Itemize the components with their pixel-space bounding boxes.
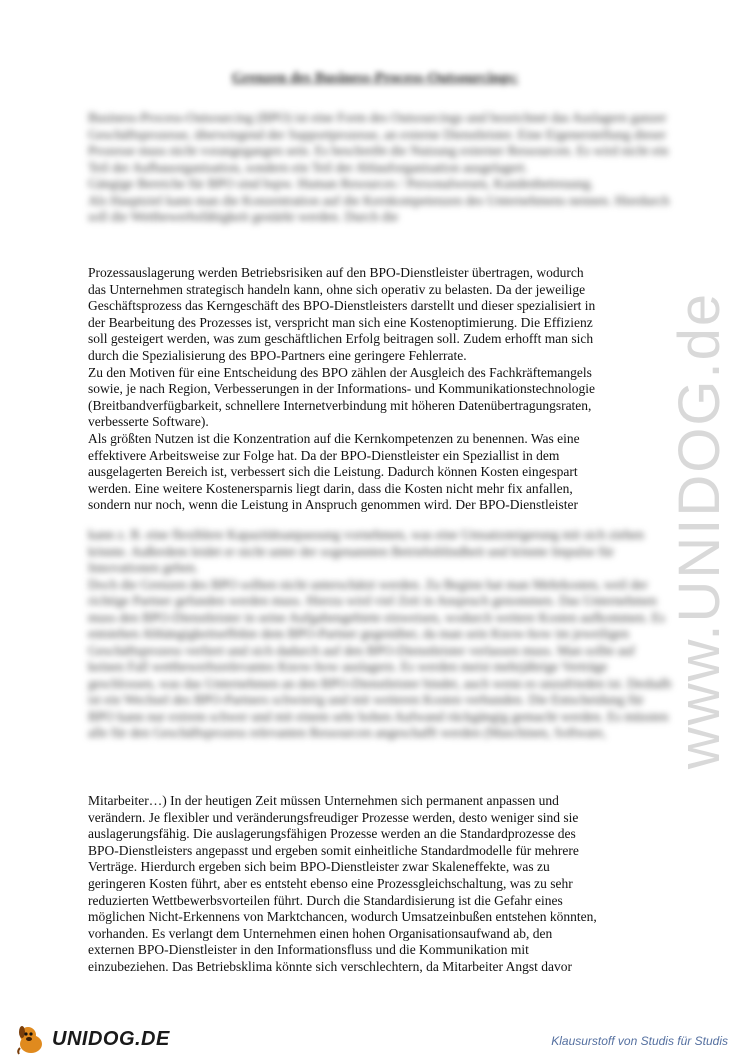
watermark xyxy=(655,291,745,769)
visible-paragraph-1: Prozessauslagerung werden Betriebsrisiken auf den BPO-Dienstleister übertragen, wodurch das Unternehmen strategisch handeln kann, ohne sich operativ zu belasten. Da der jeweilige Geschäftsprozess das Kerngeschäft des BPO-Dienstleisters darstellt und dieser spezialisiert in der Bearbeitung des Prozesses ist, verspricht man sich eine Kostenoptimierung. Die Effizienz soll gesteigert werden, was zum geschäftlichen Erfolg beitragen soll. Zudem erhofft man sich durch die Spezialisierung des BPO-Partners eine geringere Fehlerrate. Zu den Motiven für eine Entscheidung des BPO zählen der Ausgleich des Fachkräftemangels sowie, je nach Region, Verbesserungen in der Informations- und Kommunikationstechnologie (Breitbandverfügbarkeit, schnellere Internetverbindung mit höheren Datenübertragungsraten, verbesserte Software). Als größten Nutzen ist die Konzentration auf die Kernkompetenzen zu benennen. Was eine effektivere Arbeitsweise zur Folge hat. Da der BPO-Dienstleister ein Speziallist in dem ausgelagerten Bereich ist, verbessert sich die Leistung. Dadurch können Kosten eingespart werden. Eine weitere Kostenersparnis liegt darin, dass die Kosten nicht mehr fix anfallen, sondern nur noch, wenn die Leistung in Anspruch genommen wird. Der BPO-Dienstleister xyxy=(88,265,596,513)
watermark-text: www.UNIDOG.de xyxy=(667,291,733,769)
visible-paragraph-2: Mitarbeiter…) In der heutigen Zeit müssen Unternehmen sich permanent anpassen und verändern. Je flexibler und veränderungsfreudiger Prozesse werden, desto weniger sind sie auslagerungsfähig. Die auslagerungsfähigen Prozesse werden an die Standardprozesse des BPO-Dienstleisters angepasst und ergeben somit einheitliche Standardmodelle für mehrere Verträge. Hierdurch ergeben sich beim BPO-Dienstleister zwar Skaleneffekte, was zu geringeren Kosten führt, aber es entsteht ebenso eine Prozessgleichschaltung, was zu sehr reduzierten Wettbewerbsvorteilen führt. Durch die Standardisierung ist die Gefahr eines möglichen Nicht-Erkennens von Marktchancen, wodurch Umsatzeinbußen entstehen könnten, vorhanden. Es verlangt dem Unternehmen einen hohen Organisationsaufwand ab, den externen BPO-Dienstleister in den Informationsfluss und die Kommunikation mit einzubeziehen. Das Betriebsklima könnte sich verschlechtern, da Mitarbeiter Angst davor xyxy=(88,793,597,974)
footer-tagline: Klausurstoff von Studis für Studis xyxy=(551,1034,728,1048)
blurred-middle-paragraph: kann z. B. eine flexiblere Kapazitätsanpassung vornehmen, was eine Umsatzsteigerung mit sich ziehen könnte. Außerdem leidet er nicht unter der sogenannten Betriebsblindheit und könnte Impulse für Innovationen geben. Doch die Grenzen des BPO sollten nicht unterschätzt werden. Zu Beginn hat man Mehrkosten, weil der richtige Partner gefunden werden muss. Hierzu wird viel Zeit in Anspruch genommen. Das Unternehmen muss den BPO-Dienstleister in seine Aufgabengebiete einweisen, wodurch weitere Kosten aufkommen. Es entstehen Abhängigkeitseffekte dem BPO-Partner gegenüber, da man sein Know-how im jeweiligen Geschäftsprozess verliert und sich dadurch auf den BPO-Dienstleister verlassen muss. Man sollte auf keinen Fall wettbewerbsrelevantes Know-how auslagern. Es werden meist mehrjährige Verträge geschlossen, was das Unternehmen an den BPO-Dienstleister bindet, auch wenn es unzufrieden ist. Deshalb ist ein Wechsel des BPO-Partners schwierig und mit weiteren Kosten verbunden. Die Entscheidung für BPO kann nur extrem schwer und mit einem sehr hohen Aufwand rückgängig gemacht werden. Es müssten alle für den Geschäftsprozess relevanten Ressourcen angeschafft werden (Maschinen, Software, xyxy=(88,527,672,740)
unidog-logo xyxy=(14,1022,170,1056)
logo-text: UNIDOG.DE xyxy=(52,1027,170,1050)
dog-mascot-icon xyxy=(14,1022,48,1056)
blurred-intro-paragraph: Business-Process-Outsourcing (BPO) ist eine Form des Outsourcings und bezeichnet das Auslagern ganzer Geschäftsprozesse, überwiegend der Supportprozesse, an externe Dienstleister. Eine Eigenerstellung dieser Prozesse muss nicht vorangegangen sein. Es beschreibt die Nutzung externer Ressourcen. Es wird nicht ein Teil der Aufbauorganisation, sondern ein Teil der Ablauforganisation ausgelagert. Gängige Bereiche für BPO sind bspw. Human Resources / Personalwesen, Kundenbetreuung. Als Hauptziel kann man die Konzentration auf die Kernkompetenzen des Unternehmens nennen. Hierdurch soll die Wettbewerbsfähigkeit gestärkt werden. Durch die xyxy=(88,110,670,224)
document-title: Grenzen des Business-Process-Outsourcings: xyxy=(231,70,519,86)
